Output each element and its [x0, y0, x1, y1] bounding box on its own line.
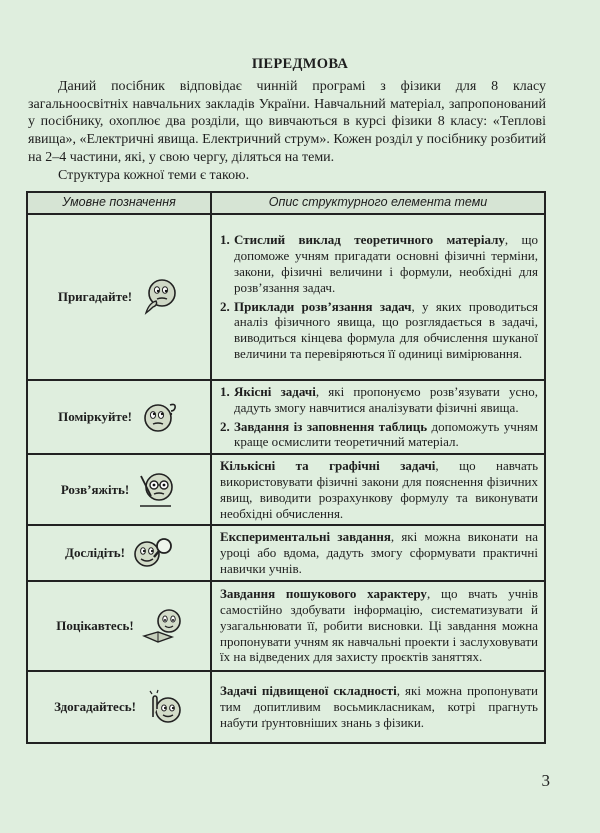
- symbol-cell: [27, 380, 211, 454]
- item-text: , що навчать використовувати фізичні закони для пояснення фізичних явищ, виводити розрахункову формулу та виконувати необхідні обчислення.: [220, 458, 538, 521]
- description-item: [220, 529, 538, 576]
- structure-table: [26, 191, 546, 744]
- thinking-smiley-icon: [140, 277, 180, 317]
- item-term: Приклади розв’язання задач: [234, 298, 412, 314]
- symbol-label: Здогадайтесь!: [54, 698, 136, 714]
- item-number: 1.: [220, 232, 230, 248]
- item-text: , що вчать учнів самостійно здобувати інформацію, систематизувати й узагальнювати її, робити висновки. Ці завдання можна пропонувати учням як навчальні проекти і заслуховувати їх на відведених для захисту проєктів заняттях.: [220, 586, 538, 665]
- item-number: 2.: [220, 298, 230, 314]
- intro-text: [28, 78, 546, 184]
- description-cell: [211, 525, 545, 580]
- symbol-cell: [27, 454, 211, 525]
- description-item: [220, 683, 538, 730]
- description-cell: [211, 454, 545, 525]
- description-item: [220, 419, 538, 451]
- symbol-label: Дослідіть!: [65, 545, 125, 561]
- item-term: Експериментальні завдання: [220, 529, 391, 545]
- description-item: [220, 384, 538, 416]
- column-header-description: Опис структурного елемента теми: [211, 192, 545, 214]
- table-row: [27, 214, 545, 380]
- symbol-cell: [27, 214, 211, 380]
- symbol-label: Розв’яжіть!: [60, 481, 130, 497]
- column-header-symbol: Умовне позначення: [27, 192, 211, 214]
- symbol-label: Пригадайте!: [57, 289, 133, 305]
- description-cell: [211, 380, 545, 454]
- table-header-row: [27, 192, 545, 214]
- description-cell: [211, 581, 545, 671]
- description-cell: [211, 214, 545, 380]
- item-term: Стислий виклад теоретичного матеріалу: [234, 232, 505, 248]
- reading-smiley-icon: [142, 606, 182, 646]
- item-term: Завдання із заповнення таблиць: [234, 418, 428, 434]
- table-row: [27, 454, 545, 525]
- pondering-smiley-icon: [140, 397, 180, 437]
- table-row: [27, 671, 545, 743]
- item-text: , що допоможе учням пригадати основні фізичні терміни, закони, фізичні величини і формули, необхідні для розв’язання задач.: [234, 232, 538, 295]
- item-text: , які пропонуємо розв’язувати усно, дадуть змогу навчитися аналізувати фізичні явища.: [234, 384, 538, 415]
- item-term: Завдання пошукового характеру: [220, 586, 427, 602]
- item-term: Задачі підвищеної складності: [220, 683, 397, 699]
- description-item: [220, 458, 538, 521]
- item-number: 1.: [220, 384, 230, 399]
- intro-paragraph: Структура кожної теми є такою.: [58, 167, 250, 183]
- symbol-label: Поцікавтесь!: [56, 617, 134, 633]
- idea-smiley-icon: [144, 687, 184, 727]
- description-item: [220, 586, 538, 665]
- table-row: [27, 380, 545, 454]
- table-row: [27, 525, 545, 580]
- description-item: [220, 299, 538, 362]
- item-text: , які можна виконати на уроці або вдома, дадуть змогу сформувати практичні навички учнів.: [220, 529, 538, 576]
- item-term: Якісні задачі: [234, 384, 316, 399]
- item-term: Кількісні та графічні задачі: [220, 458, 436, 474]
- symbol-cell: [27, 525, 211, 580]
- table-row: [27, 581, 545, 671]
- item-text: , у яких проводиться аналіз фізичного явища, що розглядається в задачі, виводиться кінцева формула для обчислення шуканої величини та перевіряються її одиниці вимірювання.: [234, 298, 538, 361]
- item-text: допоможуть учням краще осмислити теоретичний матеріал.: [234, 418, 538, 450]
- description-cell: [211, 671, 545, 743]
- intro-paragraph: Даний посібник відповідає чинній програмі з фізики для 8 класу загальноосвітніх навчальних закладів України. Навчальний матеріал, запропонований у посібнику, охоплює два розділи, що вивчаються в курсі фізики 8 класу: «Теплові явища», «Електричні явища. Електричний струм». Кожен розділ у посібнику розбитий на 2–4 частини, які, у свою чергу, діляться на теми.: [28, 79, 546, 165]
- description-item: [220, 232, 538, 295]
- writing-smiley-icon: [137, 470, 177, 510]
- page-title: ПЕРЕДМОВА: [251, 56, 349, 72]
- symbol-cell: [27, 581, 211, 671]
- item-text: , які можна пропонувати тим допитливим восьмикласникам, котрі прагнуть набути ґрунтовніших знань з фізики.: [220, 683, 538, 730]
- item-number: 2.: [220, 418, 230, 434]
- symbol-label: Поміркуйте!: [58, 409, 132, 425]
- symbol-cell: [27, 671, 211, 743]
- magnifier-smiley-icon: [133, 533, 173, 573]
- page-number: 3: [541, 771, 550, 790]
